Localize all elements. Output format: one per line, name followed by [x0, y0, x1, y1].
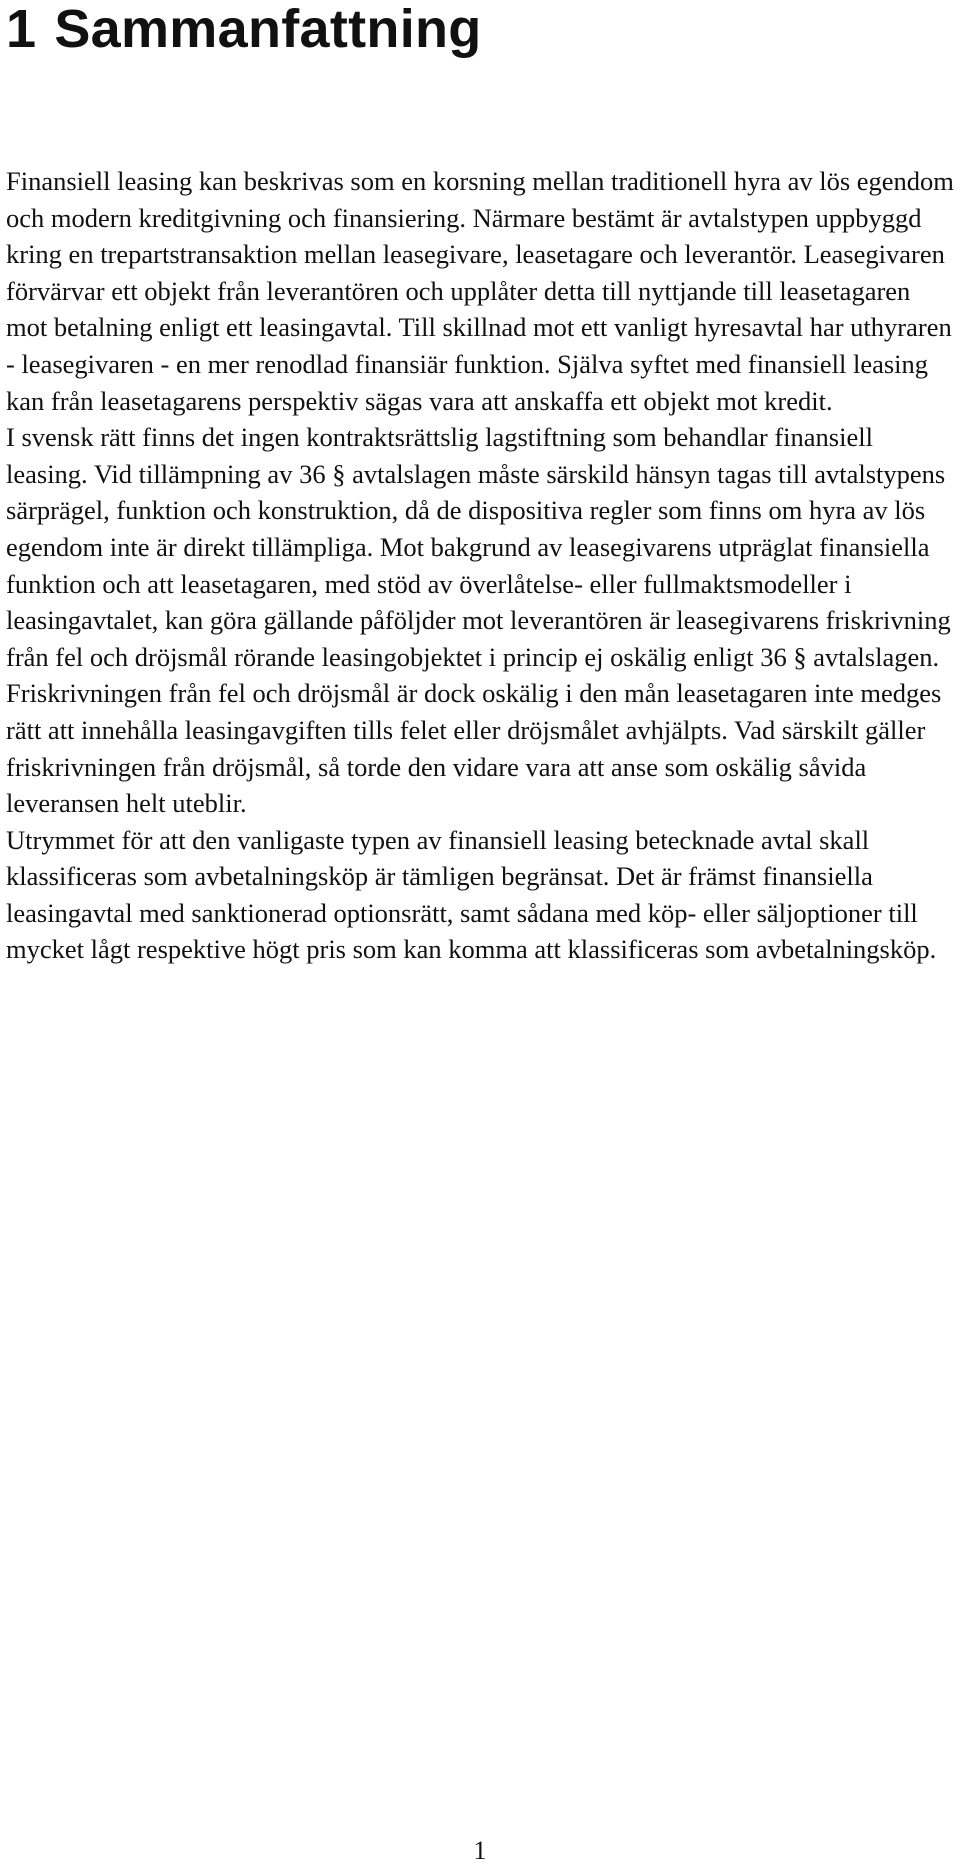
paragraph-classification: Utrymmet för att den vanligaste typen av finansiell leasing betecknade avtal skall klassificeras som avbetalningsköp är tämligen begränsat. Det är främst finansiella leasingavtal med sanktionerad optionsrätt, samt sådana med köp- eller säljoptioner till mycket lågt respektive högt pris som kan komma att klassificeras som avbetalningsköp. [6, 824, 937, 965]
summary-body [6, 163, 956, 968]
section-title: Sammanfattning [54, 0, 482, 59]
page-title [6, 0, 482, 59]
section-number: 1 [6, 0, 37, 59]
paragraph-legal: I svensk rätt finns det ingen kontraktsrättslig lagstiftning som behandlar finansiell leasing. Vid tillämpning av 36 § avtalslagen måste särskild hänsyn tagas till avtalstypens särprägel, funktion och konstruktion, då de dispositiva regler som finns om hyra av lös egendom inte är direkt tillämpliga. Mot bakgrund av leasegivarens utpräglat finansiella funktion och att leasetagaren, med stöd av överlåtelse- eller fullmaktsmodeller i leasingavtalet, kan göra gällande påföljder mot leverantören är leasegivarens friskrivning från fel och dröjsmål rörande leasingobjektet i princip ej oskälig enligt 36 § avtalslagen. Friskrivningen från fel och dröjsmål är dock oskälig i den mån leasetagaren inte medges rätt att innehålla leasingavgiften tills felet eller dröjsmålet avhjälpts. Vad särskilt gäller friskrivningen från dröjsmål, så torde den vidare vara att anse som oskälig såvida leveransen helt uteblir. [6, 422, 951, 819]
page-number: 1 [473, 1836, 487, 1865]
paragraph-intro: Finansiell leasing kan beskrivas som en korsning mellan traditionell hyra av lös egendom och modern kreditgivning och finansiering. Närmare bestämt är avtalstypen uppbyggd kring en trepartstransaktion mellan leasegivare, leasetagare och leverantör. Leasegivaren förvärvar ett objekt från leverantören och upplåter detta till nyttjande till leasetagaren mot betalning enligt ett leasingavtal. Till skillnad mot ett vanligt hyresavtal har uthyraren - leasegivaren - en mer renodlad finansiär funktion. Själva syftet med finansiell leasing kan från leasetagarens perspektiv sägas vara att anskaffa ett objekt mot kredit. [6, 166, 954, 416]
